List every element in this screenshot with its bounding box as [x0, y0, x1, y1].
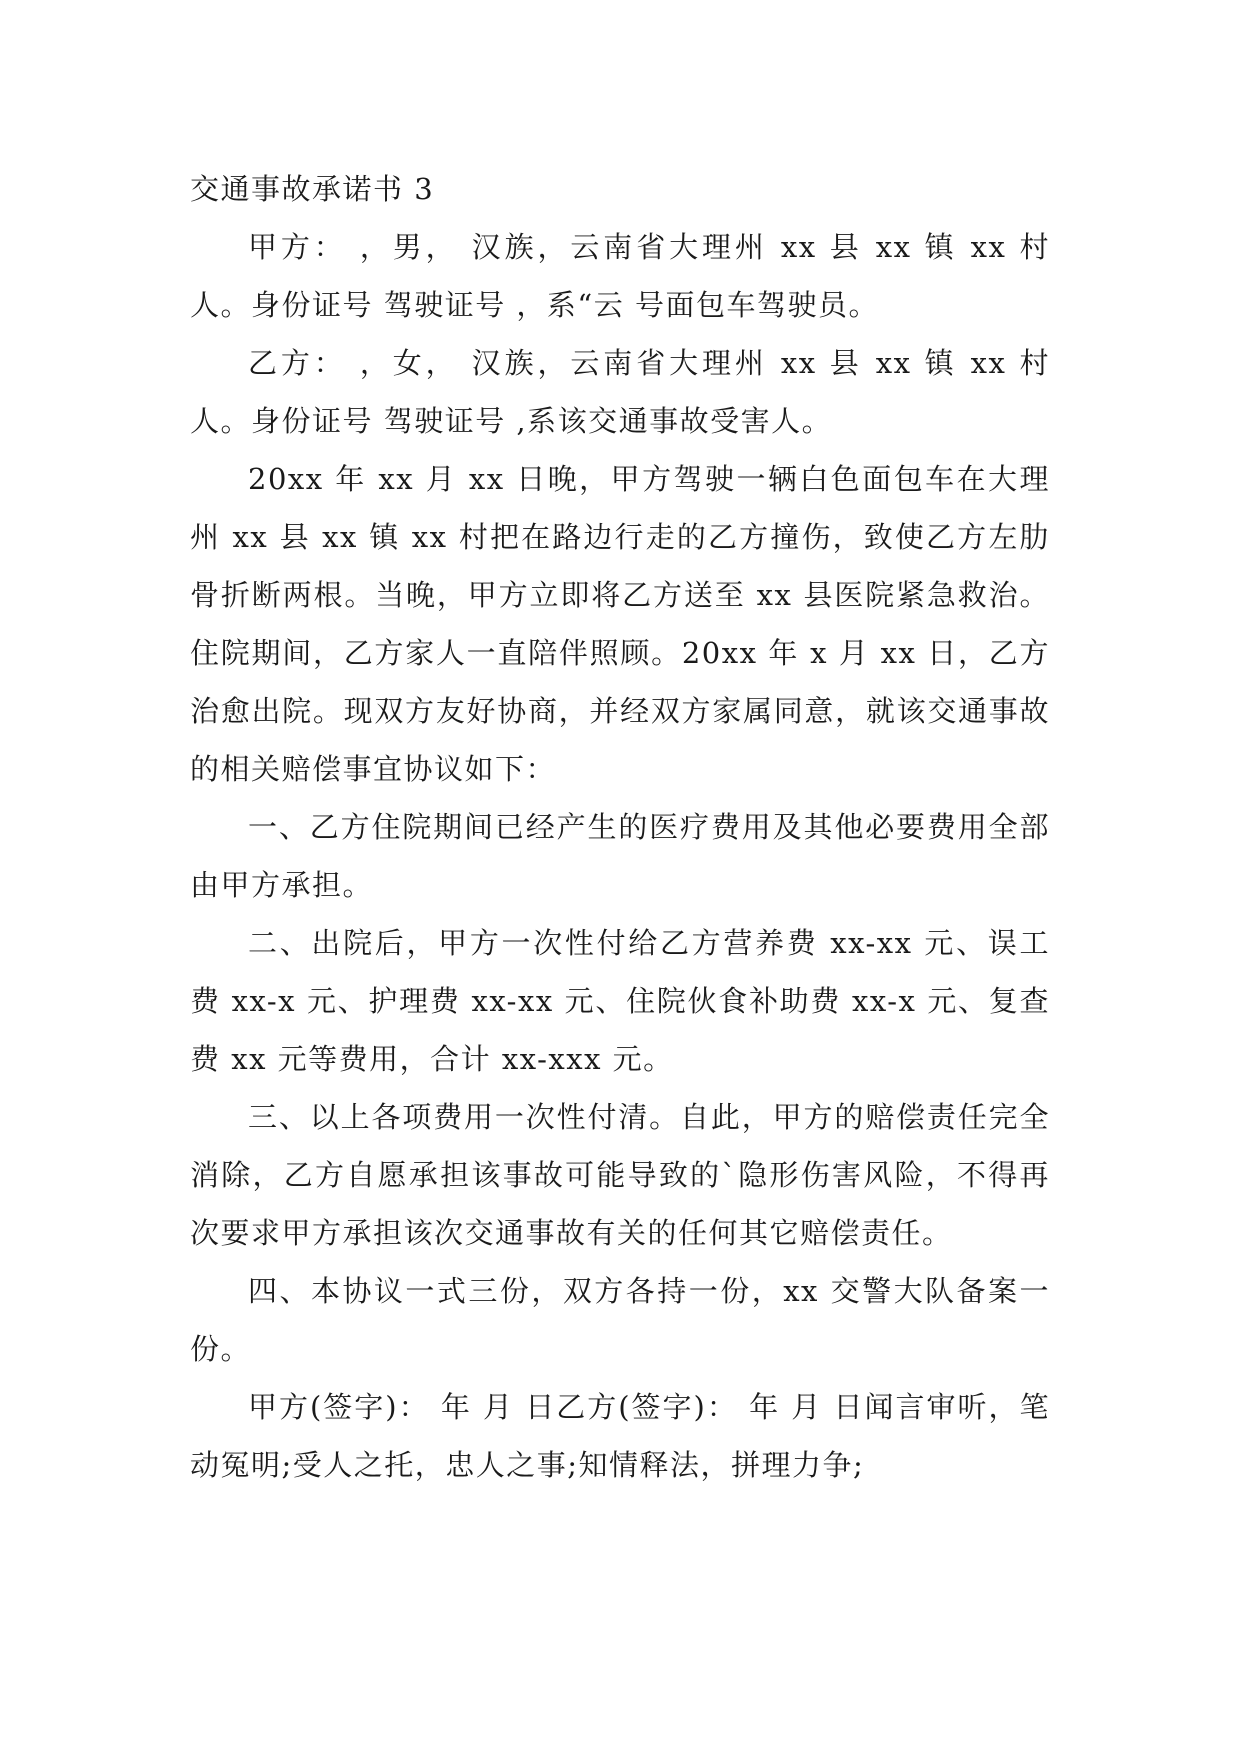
paragraph-accident-description: 20xx 年 xx 月 xx 日晚，甲方驾驶一辆白色面包车在大理州 xx 县 xx 镇 xx 村把在路边行走的乙方撞伤，致使乙方左肋骨折断两根。当晚，甲方立即将乙方送至 xx 县医院紧急救治。住院期间，乙方家人一直陪伴照顾。20xx 年 x 月 xx 日，乙方治愈出院。现双方友好协商，并经双方家属同意，就该交通事故的相关赔偿事宜协议如下：	[190, 462, 1050, 786]
paragraph-signatures: 甲方(签字)： 年 月 日乙方(签字)： 年 月 日闻言审听，笔动冤明;受人之托，忠人之事;知情释法，拼理力争;	[190, 1390, 1050, 1482]
paragraph-clause-3: 三、以上各项费用一次性付清。自此，甲方的赔偿责任完全消除，乙方自愿承担该事故可能导致的`隐形伤害风险，不得再次要求甲方承担该次交通事故有关的任何其它赔偿责任。	[190, 1100, 1050, 1250]
document-body	[190, 160, 1050, 1494]
paragraph-clause-4: 四、本协议一式三份，双方各持一份，xx 交警大队备案一份。	[190, 1274, 1050, 1366]
paragraph-clause-2: 二、出院后，甲方一次性付给乙方营养费 xx-xx 元、误工费 xx-x 元、护理费 xx-xx 元、住院伙食补助费 xx-x 元、复查费 xx 元等费用，合计 xx-xxx 元。	[190, 926, 1050, 1076]
paragraph-party-b: 乙方： ，女， 汉族，云南省大理州 xx 县 xx 镇 xx 村人。身份证号 驾驶证号 ,系该交通事故受害人。	[190, 346, 1050, 438]
document-title: 交通事故承诺书 3	[190, 172, 435, 206]
paragraph-party-a: 甲方： ，男， 汉族，云南省大理州 xx 县 xx 镇 xx 村人。身份证号 驾驶证号 ，系“云 号面包车驾驶员。	[190, 230, 1050, 322]
paragraph-clause-1: 一、乙方住院期间已经产生的医疗费用及其他必要费用全部由甲方承担。	[190, 810, 1050, 902]
